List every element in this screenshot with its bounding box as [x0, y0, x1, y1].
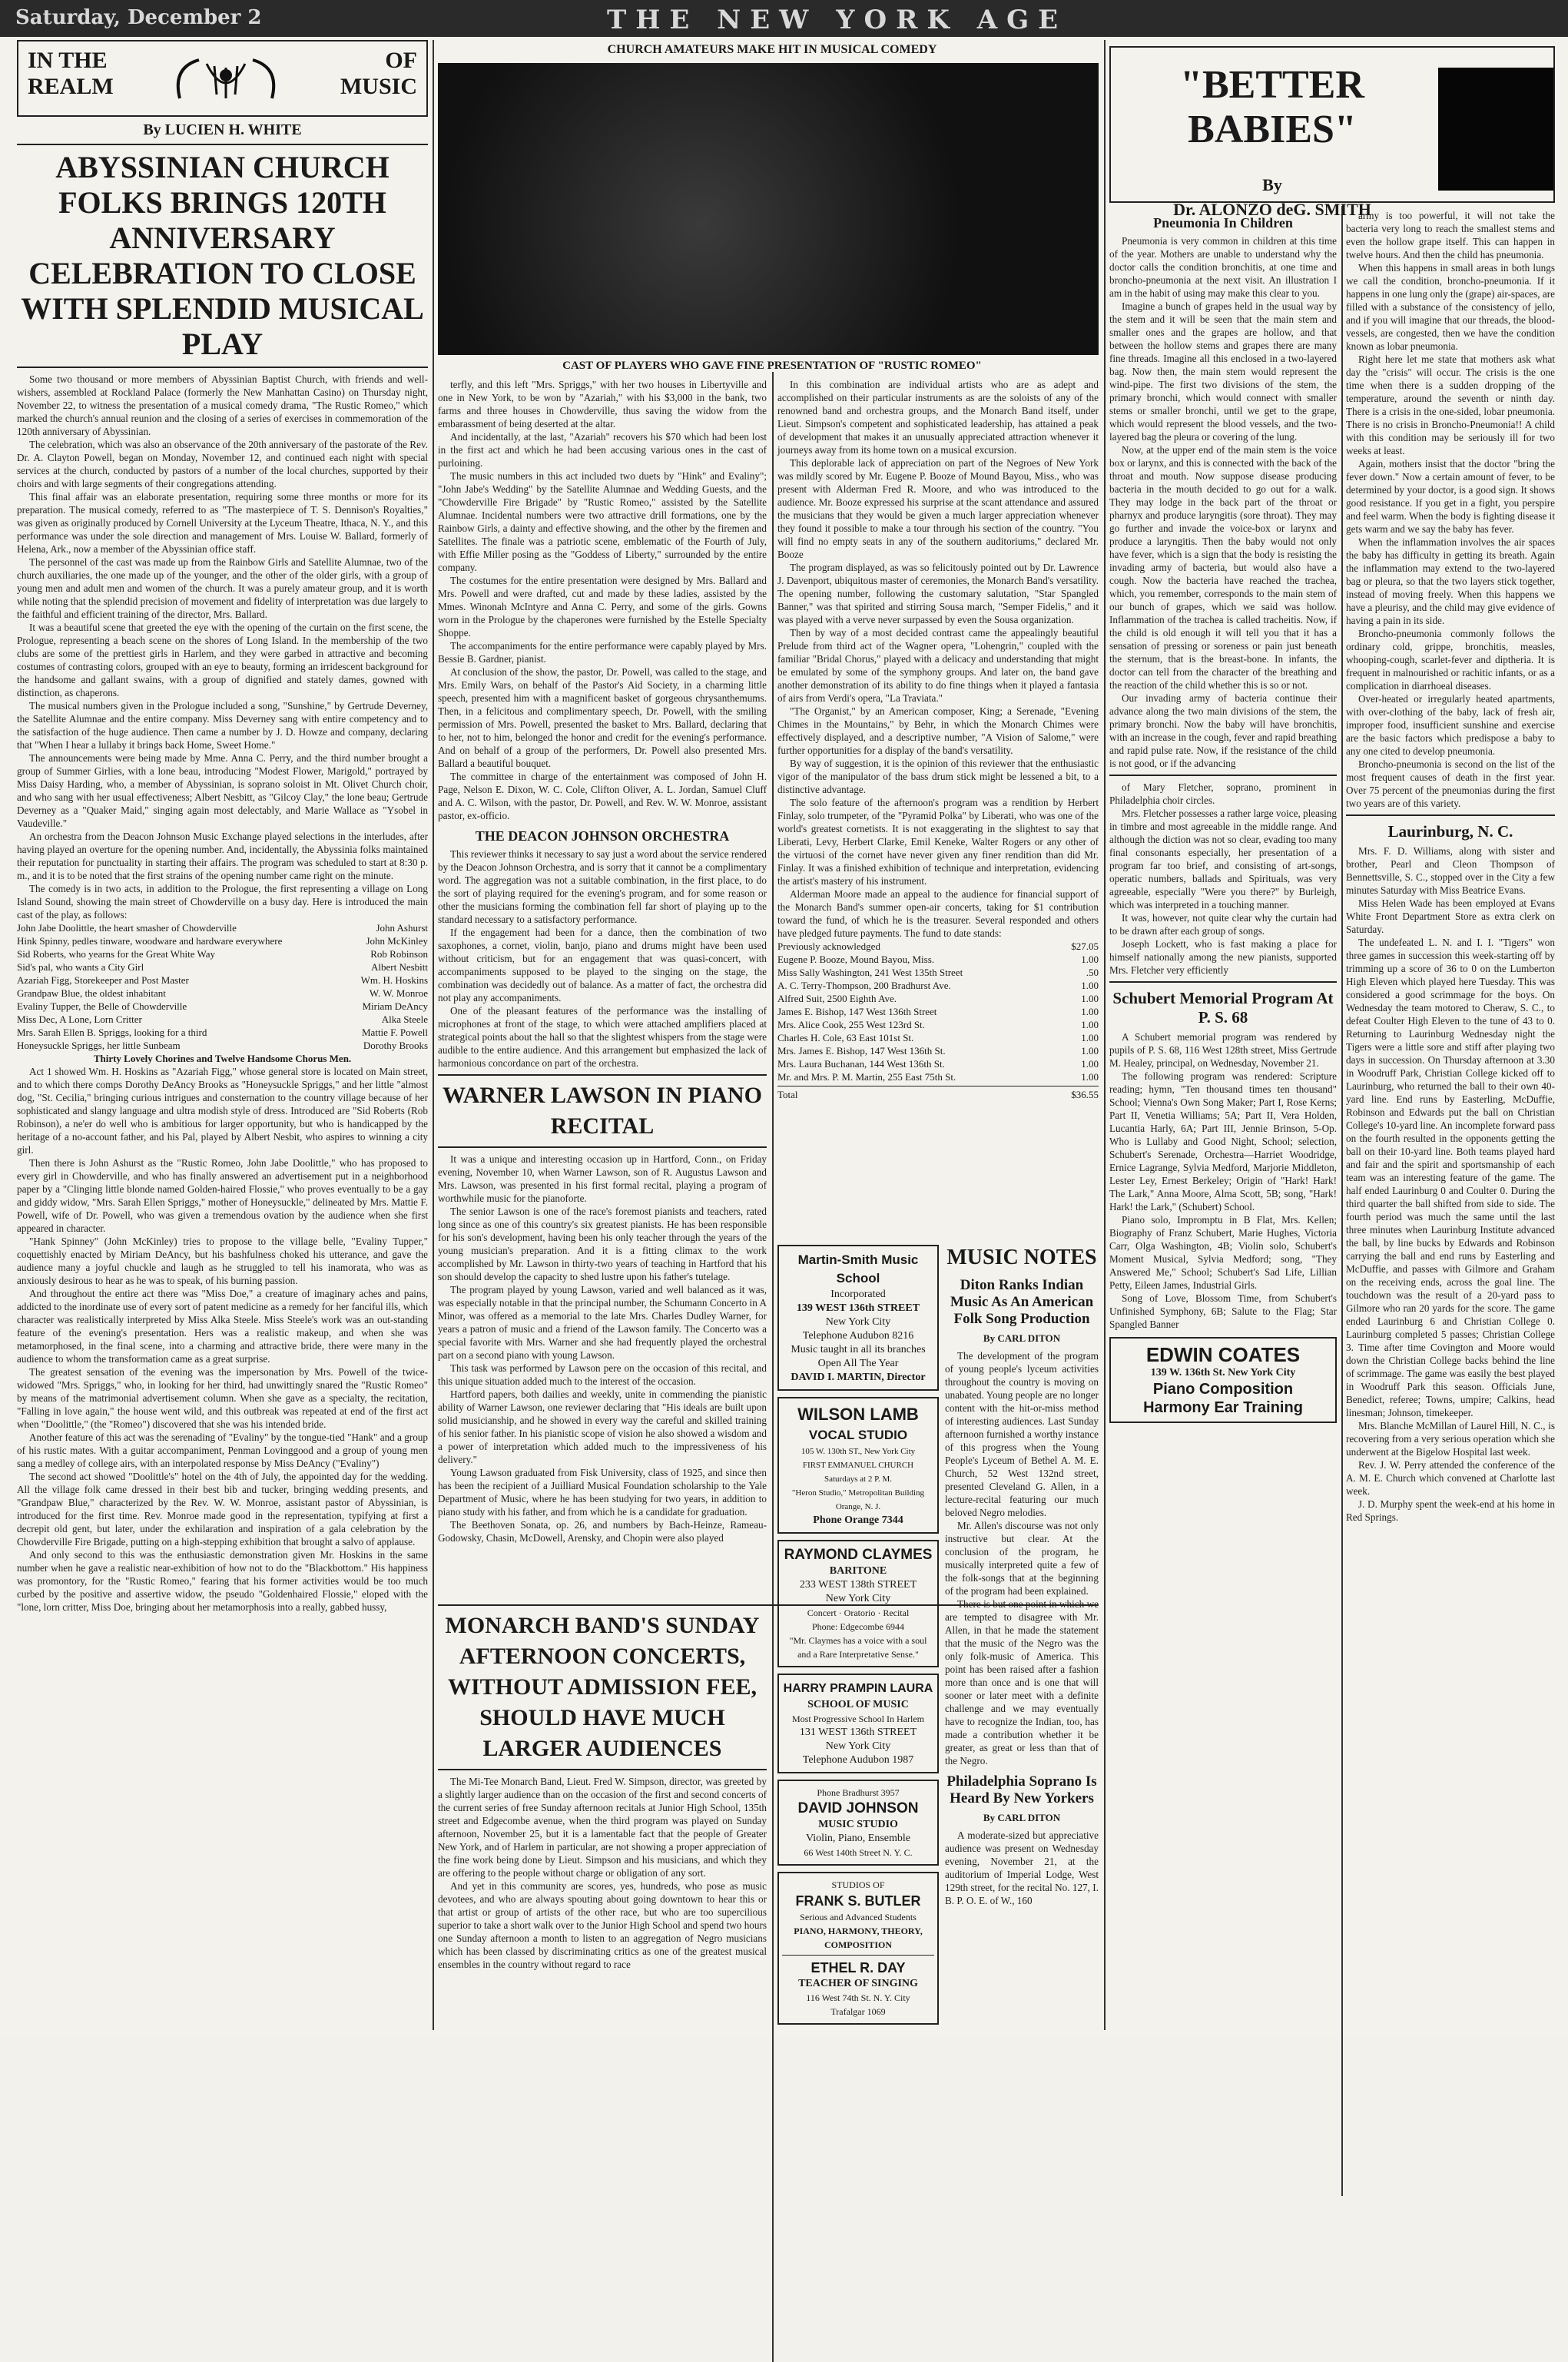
article-paragraph: When the inflammation involves the air spaces the baby has difficulty in getting its breath. Again the inflammation may extend to the two-layered bag or pleura, so that the two layers stick together, instead of moving freely. When this happens we have a pleurisy, and the child may give evidence of having a pain in its side. [1346, 536, 1555, 626]
article-paragraph: Then by way of a most decided contrast came the appealingly beautiful Prelude from third act of the Wagner opera, "Lohengrin," coupled with the familiar "Bridal Chorus," played with a delicacy and understanding that might be emulated by some of the symphony groups. And later on, the band gave another demonstration of its ability to do fine things when it played a fantasia of airs from Verdi's opera, "La Traviata." [777, 627, 1099, 704]
column-realm-of-music [17, 40, 428, 2030]
cast-row: Honeysuckle Spriggs, her little Sunbeam Dorothy Brooks [17, 1040, 428, 1051]
article-paragraph: The committee in charge of the entertainment was composed of John H. Page, Nelson E. Dixon, W. C. Cole, Clifton Oliver, A. L. Jordan, Samuel Cluff and A. C. Wilson, with the pastor, Dr. Powell, and Rev. W. W. Monroe, assistant pastor, ex-officio. [438, 771, 767, 821]
philadelphia-subhead: Philadelphia Soprano Is Heard By New Yorkers [946, 1773, 1097, 1806]
ad-edwin-coates: EDWIN COATES 139 W. 136th St. New York City Piano Composition Harmony Ear Training [1109, 1337, 1337, 1423]
donation-row: Alfred Suit, 2500 Eighth Ave. 1.00 [777, 993, 1099, 1004]
donation-row: Mrs. Alice Cook, 255 West 123rd St. 1.00 [777, 1019, 1099, 1030]
pneumonia-subhead: Pneumonia In Children [1153, 215, 1293, 231]
ad-martin-smith: Martin-Smith Music School Incorporated 139 WEST 136th STREET New York City Telephone Audubon 8216 Music taught in all its branches Open All The Year DAVID I. MARTIN, Director [777, 1245, 939, 1391]
photo-headline: CHURCH AMATEURS MAKE HIT IN MUSICAL COMEDY [607, 43, 937, 56]
article-paragraph: This deplorable lack of appreciation on part of the Negroes of New York was mildly scored by Mr. Eugene P. Booze of Mound Bayou, Miss., who was present with Alderman Fred R. Moore, and who was introduced to the audience. Mr. Booze expressed his surprise at the scant attendance and assured the musicians that they would be given a much larger appreciation whenever they found it possible to make a tour through his section of the country. "You will find no empty seats in any of the southern auditoriums," declared Mr. Booze [777, 457, 1099, 560]
article-paragraph: At conclusion of the show, the pastor, Dr. Powell, was called to the stage, and Mrs. Emily Wars, on behalf of the Pastor's Aid Society, in a charming little speech, presented him with a magnificent basket of gorgeous chrysanthemums. Then, in a felicitous and complimentary speech, Dr. Powell, with the smiling permission of Mrs. Powell, presented the basket to Mrs. Ballard, declaring that to her, not to him, belonged the honor and credit for the evening's performance. And on behalf of a group of the performers, Dr. Powell also presented Mrs. Ballard a beautiful bouquet. [438, 666, 767, 769]
article-paragraph: army is too powerful, it will not take the bacteria very long to reach the smallest stems and even the hollow grape itself. This can happen in twelve hours. And then the child has pneumonia. [1346, 210, 1555, 260]
column-monarch-continuation [777, 378, 1099, 1239]
article-paragraph: Alderman Moore made an appeal to the audience for financial support of the Monarch Band's summer open-air concerts, taking for $1 contribution toward the fund, of which he is the treasurer. Several responded and others have pledged future payments. The fund to date stands: [777, 888, 1099, 939]
article-paragraph: Broncho-pneumonia commonly follows the ordinary cold, grippe, bronchitis, measles, whooping-cough, scarlet-fever and diptheria. It is frequent in malnourished or rachitic infants, or as a complication in diarrhoeal diseases. [1346, 628, 1555, 692]
ad-wilson-lamb: WILSON LAMB VOCAL STUDIO 105 W. 130th ST., New York City FIRST EMMANUEL CHURCH Saturdays at 2 P. M. "Heron Studio," Metropolitan Building Orange, N. J. Phone Orange 7344 [777, 1397, 939, 1534]
article-paragraph: It was a beautiful scene that greeted the eye with the opening of the curtain on the first scene, the Prologue, representing a beach scene on the shores of Long Island. In the membership of the two clubs are some of the prettiest girls in Harlem, and they were garbed in attractive and becoming costumes of contrasting colors, grouped with an eye to beauty, forming an irridescent background for the handsome and gallant swains, with a group of dignified and stately dames, gowned with distinction, as chaperons. [17, 622, 428, 698]
article-paragraph: Broncho-pneumonia is second on the list of the most frequent causes of death in the first year. Over 75 percent of the pneumonias during the first two years are of this variety. [1346, 758, 1555, 809]
donation-list [777, 940, 1099, 1101]
article-paragraph: Now, at the upper end of the main stem is the voice box or larynx, and this is connected with the back of the throat and mouth. Now suppose disease producing bacteria in the mouth decided to go out for a walk. They may lodge in the back part of the throat or pharnyx and produce laryngitis (sore throat). They may go further and invade the voice-box or larynx and produce a laryngitis. Then the baby would not only have fever, which is a sign that the body is resisting the invading army of bacteria, but would also have a cough. Now the bacteria have reached the trachea, which, you remember, corresponds to the main stem of our bunch of grapes, which we said was hollow. Inflammation of the trachea is called tracheitis. Now, if the child is old enough it will tell you that it has a sensation of pressing or soreness or pain just beneath the sternum, that is the breast-bone. In infants, the doctor can tell from the character of the breathing and the reaction of the child whether this is so or not. [1109, 444, 1337, 691]
article-paragraph: The solo feature of the afternoon's program was a rendition by Herbert Finlay, solo trumpeter, of the "Pyramid Polka" by Liberati, who was one of the world's greatest cornetists. It is not exaggerating in the slightest to say that Liberati, Levy, Herbert Clarke, Emil Keneke, Walter Rogers or any other of the virtuosi of the cornet have never given any finer rendition than did Mr. Finlay. It was a finished exhibition of technique and interpretation, evidencing the artist's mastery of his instrument. [777, 797, 1099, 887]
article-paragraph: Mrs. F. D. Williams, along with sister and brother, Pearl and Cleon Thompson of Bennettsville, S. C., stopped over in the City a few minutes Saturday with Miss Beatrice Evans. [1346, 845, 1555, 896]
donation-row: Mr. and Mrs. P. M. Martin, 255 East 75th St. 1.00 [777, 1071, 1099, 1083]
cast-row: Azariah Figg, Storekeeper and Post Master Wm. H. Hoskins [17, 974, 428, 986]
article-paragraph: Our invading army of bacteria continue their advance along the two main divisions of the stem, the primary bronchi. Now the baby will have bronchitis, with an increase in the cough, fever and rapid breathing and rapid pulse rate. Now, if the resistance of the child is not good, or if the advancing [1109, 692, 1337, 769]
column-rule [772, 372, 774, 2362]
article-paragraph: Another feature of this act was the serenading of "Evaliny" by the tongue-tied "Hank" and a group of his rustic mates. With a guitar accompaniment, Penman Lovinggood and a group of young men sang a medley of college airs, with an interpolated response by Miss DeAncy ("Evaliny") [17, 1431, 428, 1469]
article-paragraph: Young Lawson graduated from Fisk University, class of 1925, and since then has been the recipient of a Juilliard Musical Foundation scholarship to the Yale Department of Music, where he has been studying for two years, in addition to piano study with his father, and from which he is a candidate for graduation. [438, 1467, 767, 1518]
author-photo [1438, 68, 1553, 191]
cast-row: John Jabe Doolittle, the heart smasher of Chowderville John Ashurst [17, 922, 428, 934]
photo-image [438, 63, 1099, 355]
music-notes-subhead: Diton Ranks Indian Music As An American Folk Song Production [950, 1277, 1094, 1327]
article-paragraph: In this combination are individual artists who are as adept and accomplished on their particular instruments as are the soloists of any of the renowned band and orchestra groups, and the Monarch Band itself, under Lieut. Simpson's competent and sophisticated leadership, has attained a peak of development that makes it an unusually appreciated attraction whenever it journeys away from its home town on a musical excursion. [777, 379, 1099, 456]
article-paragraph: Miss Helen Wade has been employed at Evans White Front Department Store as extra clerk on Saturday. [1346, 897, 1555, 935]
article-paragraph: The musical numbers given in the Prologue included a song, "Sunshine," by Gertrude Deverney, the Satellite Alumnae and the entire company. Miss Deverney sang with entire competency and to the satisfaction of the huge audience. Then came a number by J. D. Howze and company, declaring that "When I hear a lullaby it brings back Home, Sweet Home." [17, 700, 428, 751]
cast-photo [438, 63, 1099, 355]
article-paragraph: By way of suggestion, it is the opinion of this reviewer that the enthusiastic vigor of the manipulator of the bass drum stick might be lessened a bit, to a distinctive advantage. [777, 758, 1099, 795]
schubert-subhead: Schubert Memorial Program At P. S. 68 [1112, 989, 1334, 1027]
article-paragraph: The celebration, which was also an observance of the 20th anniversary of the pastorate of the Rev. Dr. A. Clayton Powell, began on Monday, November 12, and continued each night with special services at the church, conducted by pastors of a number of the local churches, supported by their choirs and with large segments of their congregations attending. [17, 439, 428, 489]
realm-of-music-header [17, 40, 428, 117]
ad-frank-butler: STUDIOS OF FRANK S. BUTLER Serious and Advanced Students PIANO, HARMONY, THEORY, COMPOSITION ETHEL R. DAY TEACHER OF SINGING 116 West 74th St. N. Y. City Trafalgar 1069 [777, 1872, 939, 2025]
article-paragraph: The announcements were being made by Mme. Anna C. Perry, and the third number brought a group of Summer Girlies, with a lone beau, introducing "Modest Flower, Marigold," portrayed by Miss Daisy Harding, who, a member of Abyssinian, is soprano soloist in Mt. Olivet Church choir, and who sang with her usual effectiveness; Albert Nesbitt, as "Gilcoy Clay," the lone beau; Gertrude Deverney as a "Quaker Maid," singing again most delectably, and Marie Wallace as "Ysobel in Vaudeville." [17, 752, 428, 829]
realm-right-title: OF MUSIC [340, 48, 417, 99]
article-paragraph: J. D. Murphy spent the week-end at his home in Red Springs. [1346, 1498, 1555, 1523]
article-paragraph: The development of the program of young people's lyceum activities throughout the country is moving on unabated. Young people are no longer content with the hit-or-miss method of interesting audiences. Last Sunday afternoon furnished a worthy instance of this progress when the Young People's Lyceum of Bethel A. M. E. Church, 52 West 132nd street, presented Cleveland G. Allen, in a lecture-recital featuring our much beloved Negro melodies. [945, 1350, 1099, 1518]
column-rule [433, 40, 434, 2030]
divider [438, 1074, 767, 1076]
ad-raymond-claymes: RAYMOND CLAYMES BARITONE 233 WEST 138th STREET New York City Concert · Oratorio · Recital Phone: Edgecombe 6944 "Mr. Claymes has a voice with a soul and a Rare Interpretative Sense." [777, 1540, 939, 1667]
divider [1109, 775, 1337, 776]
article-paragraph: The greatest sensation of the evening was the impersonation by Mrs. Powell of the twice-widowed "Mrs. Spriggs," who, in looking for her third, had unwittingly snared the "Rustic Romeo" by means of the matrimonial advertisement column. When she gave as a specialty, the recitation, "Falling in love again," the house went wild, and this outbreak was repeated at end of the first act when "Doolittle," (the "Romeo") discovered that she was his intended bride. [17, 1366, 428, 1430]
cast-row: Grandpaw Blue, the oldest inhabitant W. W. Monroe [17, 987, 428, 999]
music-notes-byline: By CARL DITON [983, 1332, 1061, 1344]
article-paragraph: Song of Love, Blossom Time, from Schubert's Unfinished Symphony, 6B; Salute to the Flag; Star Spangled Banner [1109, 1292, 1337, 1330]
article-paragraph: Pneumonia is very common in children at this time of the year. Mothers are unable to understand why the doctor calls the condition bronchitis, at one time and broncho-pneumonia at the next visit. An illustration I am in the habit of using may make this clear to you. [1109, 235, 1337, 299]
article-paragraph: Mr. Allen's discourse was not only instructive but clear. At the conclusion of the program, he musically interpreted quite a few of the folk-songs that at the beginning of the program had been explained. [945, 1520, 1099, 1597]
article-paragraph: The second act showed "Doolittle's" hotel on the 4th of July, the appointed day for the wedding. All the village folk came dressed in their best bib and tucker, bringing wedding presents, and "Grandpaw Blue," characterized by the Rev. W. W. Monroe, assistant pastor of Abyssinian, is introduced for the first time. Rev. Monroe made good in the representation, typifying at first a decrepit old gent, but later, under the exhilaration and inspiration of a gala celebration by the Chowderville Fire Brigade, putting on a high-stepping exhibition that brought a salvo of applause. [17, 1471, 428, 1548]
donation-row: Charles H. Cole, 63 East 101st St. 1.00 [777, 1032, 1099, 1043]
article-paragraph: This final affair was an elaborate presentation, requiring some three months or more for its preparation. The musical comedy, referred to as "The masterpiece of T. S. Dennison's Royalties," was given as originally produced by Cornell University at the Lyceum Theatre, Ithaca, N. Y., and this performance was under the sole direction and management of Mrs. Louise W. Ballard, formerly of Helena, Ark., now a member of the Abyssinian office staff. [17, 491, 428, 555]
divider [782, 1955, 934, 1956]
column-rule [1341, 206, 1343, 2196]
article-paragraph: The costumes for the entire presentation were designed by Mrs. Ballard and Mrs. Powell and were drafted, cut and made by these ladies, assisted by the Mmes. Winonah McIntyre and Anna C. Perry, and some of the girls. Gowns worn in the Prologue by the chaperones were furnished by the Estelle Specialty Shoppe. [438, 575, 767, 639]
cast-row: Miss Dec, A Lone, Lorn Critter Alka Steele [17, 1013, 428, 1025]
article-paragraph: Mrs. Blanche McMillan of Laurel Hill, N. C., is recovering from a very serious operation which she underwent at the Bigelow Hospital last week. [1346, 1420, 1555, 1458]
photo-caption: CAST OF PLAYERS WHO GAVE FINE PRESENTATION OF "RUSTIC ROMEO" [562, 360, 982, 372]
article-paragraph: The music numbers in this act included two duets by "Hink" and Evaliny"; "John Jabe's Wedding" by the Satellite Alumnae and Wedding Guests, and the "Chowderville Fire Brigade" by "Rustic Romeo," assisted by the Satellite Alumnae. Incidental numbers were two attractive drill formations, one by the Rainbow Girls, a dainty and effective showing, and the other by the firemen and Satellites. The finale was a patriotic scene, emblematic of the Fourth of July, with Effie Miller posing as the "Goddess of Liberty," surrounded by the entire company. [438, 470, 767, 573]
article-paragraph: The comedy is in two acts, in addition to the Prologue, the first representing a village on Long Island Sound, showing the main street of Chowderville on a busy day. Here is introduced the main cast of the play, as follows: [17, 883, 428, 921]
article-paragraph: The accompaniments for the entire performance were capably played by Mrs. Bessie B. Gardner, pianist. [438, 640, 767, 665]
donation-row: Previously acknowledged $27.05 [777, 940, 1099, 952]
music-notes-column [945, 1245, 1099, 2029]
article-paragraph: And incidentally, at the last, "Azariah" recovers his $70 which had been lost in the first act and which he had been accusing various ones in the cast of purloining. [438, 431, 767, 469]
orchestra-subhead: THE DEACON JOHNSON ORCHESTRA [475, 828, 730, 844]
article-paragraph: Some two thousand or more members of Abyssinian Baptist Church, with friends and well-wishers, assembled at Rockland Palace (formerly the New Manhattan Casino) on Thursday night, November 22, to witness the presentation of a musical comedy drama, "The Rustic Romeo," which marked the church's annual reunion and the closing of a series of exercises in commemoration of the 120th anniversary of Abyssinian. [17, 373, 428, 437]
article-paragraph: One of the pleasant features of the performance was the installing of microphones at front of the stage, to which were attached amplifiers placed at strategical points about the hall so that the slightest whispers from the stage were audible to the entire audience. And this arrangement but emphasized the lack of harmonious concordance on part of the orchestra. [438, 1005, 767, 1069]
philadelphia-byline: By CARL DITON [983, 1812, 1061, 1823]
article-paragraph: Again, mothers insist that the doctor "bring the fever down." Now a certain amount of fever, to be determined by your doctor, is a good sign. It shows good resistance. If you get in a fight, you perspire and feel warm. When the body is fighting disease it gets warm and we say the baby has fever. [1346, 458, 1555, 535]
article-paragraph: An orchestra from the Deacon Johnson Music Exchange played selections in the interludes, after having played an overture for the opening number. And, incidentally, the Abyssinia folks maintained their reputation for punctuality in starting their affairs. The program was scheduled to start at 8:30 p. m., and it is to be noted that the first strains of the opening number came right on the minute. [17, 831, 428, 881]
ad-david-johnson: Phone Bradhurst 3957 DAVID JOHNSON MUSIC STUDIO Violin, Piano, Ensemble 66 West 140th Street N. Y. C. [777, 1780, 939, 1866]
music-notes-headline: MUSIC NOTES [946, 1246, 1097, 1269]
donation-row: James E. Bishop, 147 West 136th Street 1.00 [777, 1006, 1099, 1017]
article-paragraph: The senior Lawson is one of the race's foremost pianists and teachers, rated long since as one of this country's six greatest pianists. He has been responsible for his son's development, having been his only teacher through the years of the young musician's preparation. And it is a fitting climax to the work accomplished by Mr. Lawson in thirty-two years of teaching in Hartford that his son should develop the capacity to shed lustre upon his father's tutelage. [438, 1206, 767, 1282]
donation-row: A. C. Terry-Thompson, 200 Bradhurst Ave. 1.00 [777, 980, 1099, 991]
realm-byline: By LUCIEN H. WHITE [143, 121, 302, 138]
divider [1346, 814, 1555, 816]
cast-list [17, 921, 428, 1065]
article-paragraph: This task was performed by Lawson pere on the occasion of this recital, and this unique situation added much to the interest of the occasion. [438, 1362, 767, 1387]
donation-row: Miss Sally Washington, 241 West 135th Street .50 [777, 967, 1099, 978]
masthead [0, 0, 1568, 37]
article-paragraph: The program played by young Lawson, varied and well balanced as it was, was especially notable in that the principal number, the Schumann Concerto in A Minor, was offered as a memorial to the late Mrs. Charles Dudley Warner, for years a patron of music and a friend of the Lawson family. The Concerto was a special favorite with Mrs. Warner and she had frequently played the orchestral part on a second piano with young Lawson. [438, 1284, 767, 1361]
article-paragraph: A moderate-sized but appreciative audience was present on Wednesday evening, November 21, at the auditorium of Imperial Lodge, West 129th street, for the recital No. 127, I. B. P. O. E. of W., 160 [945, 1830, 1099, 1906]
monarch-body [438, 1775, 767, 1971]
realm-left-title: IN THE REALM [28, 48, 114, 99]
better-babies-title: "BETTER BABIES" [1180, 63, 1364, 151]
article-paragraph: Right here let me state that mothers ask what day the "crisis" will occur. The crisis is the one time when there is a sudden dropping of the temperature, around the seventh or ninth day. There is a crisis in the one-sided, lobar pneumonia. There is no crisis in Broncho-Pneumonia!! A child with this condition may be seriously ill for two weeks at least. [1346, 353, 1555, 456]
divider [1109, 981, 1337, 983]
better-babies-header [1109, 46, 1555, 219]
article-paragraph: And throughout the entire act there was "Miss Doe," a creature of imaginary aches and pains, addicted to the inordinate use of every sort of patent medicine as a remedy for her fanciful ills, which character was realistically interpreted by Miss Alka Steele. Miss Steele's work was an out-standing feature of the evening's presentation. Hers was a realistic makeup, and when she was metamorphosed, in the final scene, into a charming and attractive bride, there were many in the audience to whom the transformation came as a great surprise. [17, 1288, 428, 1365]
column-pneumonia [1109, 209, 1337, 2030]
article-paragraph: Over-heated or irregularly heated apartments, with over-clothing of the baby, lack of fresh air, improper food, insufficient sunshine and exercise are the basic factors which predispose a baby to any one cited to develop pneumonia. [1346, 693, 1555, 757]
article-paragraph: "Hank Spinney" (John McKinley) tries to propose to the village belle, "Evaliny Tupper," coquettishly enacted by Miriam DeAncy, but his bashfulness choked his utterance, and gave the audience many a joyful chuckle and laugh as he struggled to tell his inamorata, who was as anxiously desirous to hear as he was to speak, of his burning passion. [17, 1236, 428, 1286]
cast-tail: Thirty Lovely Chorines and Twelve Handsome Chorus Men. [93, 1053, 352, 1064]
article-paragraph: Then there is John Ashurst as the "Rustic Romeo, John Jabe Doolittle," who has proposed to every girl in Chowderville, and who has finally answered an advertisement put in a neighborhood paper by a "Clinging little blonde named Golden-haired Flossie," who proves eventually to be a gay and giddy widow, "Mrs. Sarah Ellen Spriggs," mother of Honeysuckle," delineated by Mrs. Mattie F. Powell, wife of Dr. Powell, who was given a tremendous ovation by the audience when she first appeared in character. [17, 1157, 428, 1234]
lyre-icon [164, 52, 287, 106]
article-paragraph: "The Organist," by an American composer, King; a Serenade, "Evening Chimes in the Mountains," by Behr, in which the Monarch Chimes were effectively displayed, and a descriptive number, "A Vision of Salome," were further opportunities for a display of the band's versatility. [777, 705, 1099, 756]
article-paragraph: Act 1 showed Wm. H. Hoskins as "Azariah Figg," whose general store is located on Main street, and to which there comps Dorothy DeAncy Brooks as "Honeysuckle Spriggs," and her little "almost dog, "St. Cecilia," bringing curious intrigues and consternation to the country village because of her sophisticated and slangy language and ultra modish style of dress. Introduced are "Sid Roberts (Rob Robinson), a ne'er do well who is ambitious for larger opportunity, but who is handicapped by the heritage of a no-account father, and his Pal, played by Albert Nesbit, who aspires to winning a city girl. [17, 1066, 428, 1156]
cast-row: Sid Roberts, who yearns for the Great White Way Rob Robinson [17, 948, 428, 960]
article-paragraph: And only second to this was the enthusiastic demonstration given Mr. Hoskins in the same number when he gave a realistic near-exhibition of how not to do the "Blackbottom." His happiness was promontory, for the "Rustic Romeo," fearing that his former activities would be too much curbed by the positive and assertive widow, the pseudo "Goldenhaired Flossie," eloped with the "lone, lorn critter, Miss Doe, bringing about her metamorphosis into a really, gabbed hussy, [17, 1549, 428, 1613]
article-paragraph: A Schubert memorial program was rendered by pupils of P. S. 68, 116 West 128th street, Miss Gertrude M. Healey, principal, on Wednesday, November 21. [1109, 1031, 1337, 1069]
cast-row: Mrs. Sarah Ellen B. Spriggs, looking for a third Mattie F. Powell [17, 1027, 428, 1038]
issue-date: Saturday, December 2 [15, 6, 262, 29]
donation-row: Mrs. Laura Buchanan, 144 West 136th St. 1.00 [777, 1058, 1099, 1070]
lawson-headline: WARNER LAWSON IN PIANO RECITAL [443, 1083, 762, 1139]
abyssinian-headline: ABYSSINIAN CHURCH FOLKS BRINGS 120TH ANNIVERSARY CELEBRATION TO CLOSE WITH SPLENDID MUSICAL PLAY [21, 150, 424, 361]
divider [438, 1769, 767, 1770]
cast-row: Hink Spinny, pedles tinware, woodware and hardware everywhere John McKinley [17, 935, 428, 947]
article-paragraph: The undefeated L. N. and I. I. "Tigers" won three games in succession this week-starting off by trimming up a score of 36 to 0 on the Lumberton High Eleven which played here Tuesday. This was considered a good scrimmage for the boys. On Wednesday the team motored to Cheraw, S. C., to defeat Coulter High Eleven to the tune of 43 to 0. Returning to Laurinburg Wednesday night the Tigers were a little sore and stiff after playing two days in succession. On Thursday afternoon at 3.30 in Woodruff Park, Christian College kicked off to Laurinburg, who returned the ball to their own 40-yard line. End runs by Easterling, McDuffie, Robinson and Edwards put the ball on Christian College's 10-yard line. An incomplete forward pass on the fourth resulted in the opponents getting the ball on their 10-yard line. Both teams played hard and fair and the spirit and sportsmanship of each team was an interesting feature of the game. The half ended Laurinburg 0 and Coulter 0. During the third quarter the ball shifted from side to side. The fourth period was much the same until the last three minutes when Laurinburg Institute advanced the ball, by line bucks by Edwards and Robinson carrying the ball and end runs by Easterling and McDuffie, and passes with Gilmore and Graham on the receiving ends, across the goal line. The touchdown was the result of a 20-yard pass to Gilmore who ran 20 yards for the score. The game ended Laurinburg 6 and Christian College 0. Laurinburg completed 5 passes; Christian College 3. Time after time Covington and Moore would down the Christian College backs behind the line of scrimmage. The game was easily the best played in Woodruff Park this season. Officials June, Benedict, referee; Towns, umpire; Calkins, head linesman; Johnson, timekeeper. [1346, 937, 1555, 1418]
article-paragraph: The Mi-Tee Monarch Band, Lieut. Fred W. Simpson, director, was greeted by a slightly larger audience than on the occasion of the first and second concerts of the current series of free Sunday afternoon recitals at Junior High School, 135th street and Edgecombe avenue, when the third program was played on Sunday afternoon, November 25, but it is a lamentable fact that the people of Greater New York, and of Harlem in particular, are not showing a proper appreciation of the fine work being done by Lieut. Simpson and his musicians, and which they are offering to the people without charge or obligation of any sort. [438, 1776, 767, 1879]
cast-row: Sid's pal, who wants a City Girl Albert Nesbitt [17, 961, 428, 973]
donation-total: Total $36.55 [777, 1086, 1099, 1101]
article-paragraph: Hartford papers, both dailies and weekly, unite in commending the pianistic ability of Warner Lawson, one reviewer declaring that "His ideals are built upon solid musicianship, and he showed in every way the careful and skilled training of his senior father. In his pianistic scope of vision he also showed a wisdom and a power of interpretation which added much to the impressiveness of his delivery." [438, 1388, 767, 1465]
donation-row: Mrs. James E. Bishop, 147 West 136th St. 1.00 [777, 1045, 1099, 1057]
article-paragraph: The following program was rendered: Scripture reading; hymn, "Ten thousand times ten thousand" School; Vienna's Own Song Maker; Part I, Rose Kerns; Part II, Venetia Williams; 5A; Part II, Vera Holden, Lucantia Harly, 6A; Part III, Jennie Brinson, 5-Op. Who is Lullaby and Good Night, School; selection, Schubert's Serenade, Orchestra—Harriet Woodridge, Ernice Lagrange, Sylvia Medford, Marjorie Middleton, Lester Ley, Ernest Berkeley; Origin of "Hark! Hark! The Lark," Anna Moore, Alma Scott, 5B; song, "Hark! Hark! the Lark," (Schubert) School. [1109, 1070, 1337, 1213]
monarch-headline: MONARCH BAND'S SUNDAY AFTERNOON CONCERTS, WITHOUT ADMISSION FEE, SHOULD HAVE MUCH LARGER AUDIENCES [445, 1613, 760, 1761]
article-paragraph: The personnel of the cast was made up from the Rainbow Girls and Satellite Alumnae, two of the church auxiliaries, the one made up of the younger, and the other of the older girls, with a group of young men and adult men and women of the church. It was a purely amateur group, and it is worth while noting that the splendid precision of movement and fidelity of interpretation was due largely to the faithful and efficient training of the director, Mrs. Ballard. [17, 556, 428, 620]
article-paragraph: The Beethoven Sonata, op. 26, and numbers by Bach-Heinze, Rameau-Godowsky, Chasin, McDowell, Arensky, and Chopin were also played [438, 1519, 767, 1544]
laurinburg-subhead: Laurinburg, N. C. [1387, 822, 1513, 841]
donation-row: Eugene P. Booze, Mound Bayou, Miss. 1.00 [777, 954, 1099, 965]
article-paragraph: It was, however, not quite clear why the curtain had to be drawn after each group of songs. [1109, 912, 1337, 937]
article-paragraph: If the engagement had been for a dance, then the combination of two saxophones, a cornet, violin, banjo, piano and drums might have been used without criticism, but for an engagement that was quasi-concert, with accompaniments supposed to be played to the singing on the stage, the combination was decidedly out of balance. As a matter of fact, the orchestra did not play any accompaniments. [438, 927, 767, 1004]
article-paragraph: There is but one point in which we are tempted to disagree with Mr. Allen, in that he made the statement that the music of the Negro was the only folk-music of America. This point has been raised after a fashion more than once and is one that will sooner or later meet with a definite challenge and we may eventually have to recognize the Indian, too, has made a contribution whether it be greater, as great or less than that of the Negro. [945, 1598, 1099, 1767]
article-paragraph: It was a unique and interesting occasion up in Hartford, Conn., on Friday evening, November 10, when Warner Lawson, son of R. Augustus Lawson and Mrs. Lawson, was presented in his first formal recital, playing a program of worthwhile music for the pianoforte. [438, 1153, 767, 1204]
better-babies-by: By [1262, 175, 1282, 194]
cast-row: Evaliny Tupper, the Belle of Chowderville Miriam DeAncy [17, 1000, 428, 1012]
article-paragraph: The program displayed, as was so felicitously pointed out by Dr. Lawrence J. Davenport, ubiquitous master of ceremonies, the Monarch Band's versatility. The opening number, following the customary salutation, "Star Spangled Banner," was that spirited and stirring Sousa march, "Semper Fidelis," and it was played with a verve never surpassed by even the Sousa organization. [777, 562, 1099, 625]
ad-prampin-school: HARRY PRAMPIN LAURA SCHOOL OF MUSIC Most Progressive School In Harlem 131 WEST 136th STREET New York City Telephone Audubon 1987 [777, 1674, 939, 1773]
column-babies-continuation [1346, 209, 1555, 2030]
divider [17, 367, 428, 368]
divider [438, 1146, 767, 1148]
article-paragraph: And yet in this community are scores, yes, hundreds, who pose as music devotees, and who are always spouting about going downtown to hear this or that artist or group of artists of the other race, but who are too supercilious superior to take a short walk over to the Junior High School and spend two hours one Sunday afternoon a month to listen to an aggregation of Negro musicians which has been classed by discriminating critics as one of the greatest musical ensembles in the country without regard to race [438, 1880, 767, 1970]
article-paragraph: Piano solo, Impromptu in B Flat, Mrs. Kellen; Biography of Franz Schubert, Marie Hughes, Victoria Carr, Olga Washington, 4B; Violin solo, Schubert's Moment Musical, Sylvia Medford; song, "They Answered Me," School; Schubert's Sad Life, Lillian Petty, Eileen James, Industrial Girls. [1109, 1214, 1337, 1291]
article-paragraph: Mrs. Fletcher possesses a rather large voice, pleasing in timbre and most agreeable in the middle range. And although the diction was not so clear, evading too many final consonants especially, her presentation of a program far too brief, and consisting of art-songs, operatic numbers, ballads and Spirituals, was very agreeable, especially "Were you there?" by Burleigh, which was interpreted in a touching manner. [1109, 808, 1337, 911]
article-paragraph: of Mary Fletcher, soprano, prominent in Philadelphia choir circles. [1109, 781, 1337, 806]
article-paragraph: terfly, and this left "Mrs. Spriggs," with her two houses in Libertyville and one in New York, to be won by "Azariah," with his $3,000 in the bank, two farms and three houses in Chowderville, thus saving the widow from the embarassment of being deserted at the altar. [438, 379, 767, 430]
column-rule [1104, 40, 1106, 2030]
article-paragraph: Rev. J. W. Perry attended the conference of the A. M. E. Church which convened at Charlotte last week. [1346, 1459, 1555, 1497]
ads-column [777, 1245, 939, 2029]
article-paragraph: Joseph Lockett, who is fast making a place for himself nationally among the new pianists, supported Mrs. Fletcher very efficiently [1109, 938, 1337, 976]
better-babies-author: Dr. ALONZO deG. SMITH [1173, 200, 1371, 219]
article-paragraph: Imagine a bunch of grapes held in the usual way by the stem and it will be seen that the main stem and smaller ones and the grapes are hollow, and that between the hollow stems and grapes there are many fine threads. Imagine all this enclosed in a two-layered bag. Now then, the main stem would represent the wind-pipe. The first two divisions of the stem, the primary bronchi, which would connect with smaller stems or smaller bronchi, until we get to the grape, which would represent the blood vessels, and the two-layered bag the pleura or covering of the lung. [1109, 300, 1337, 443]
article-paragraph: When this happens in small areas in both lungs we call the condition, broncho-pneumonia. If it happens in one lung only the (grape) air-spaces, are filled with a substance of the consistency of jello, and if you will imagine that our threads, the blood-vessels, are congested, then we have the condition known as lobar pneumonia. [1346, 262, 1555, 352]
divider [17, 144, 428, 145]
newspaper-flag: THE NEW YORK AGE [607, 5, 1068, 35]
article-paragraph: This reviewer thinks it necessary to say just a word about the service rendered by the Deacon Johnson Orchestra, and is sorry that it cannot be a complimentary word. The aggregation was not a suitable combination, in the first place, to do the sort of playing required for the evening's program, and for some reason or other the musicians forming the combination fell far short of playing up to the standard necessary to a satisfactory performance. [438, 848, 767, 925]
